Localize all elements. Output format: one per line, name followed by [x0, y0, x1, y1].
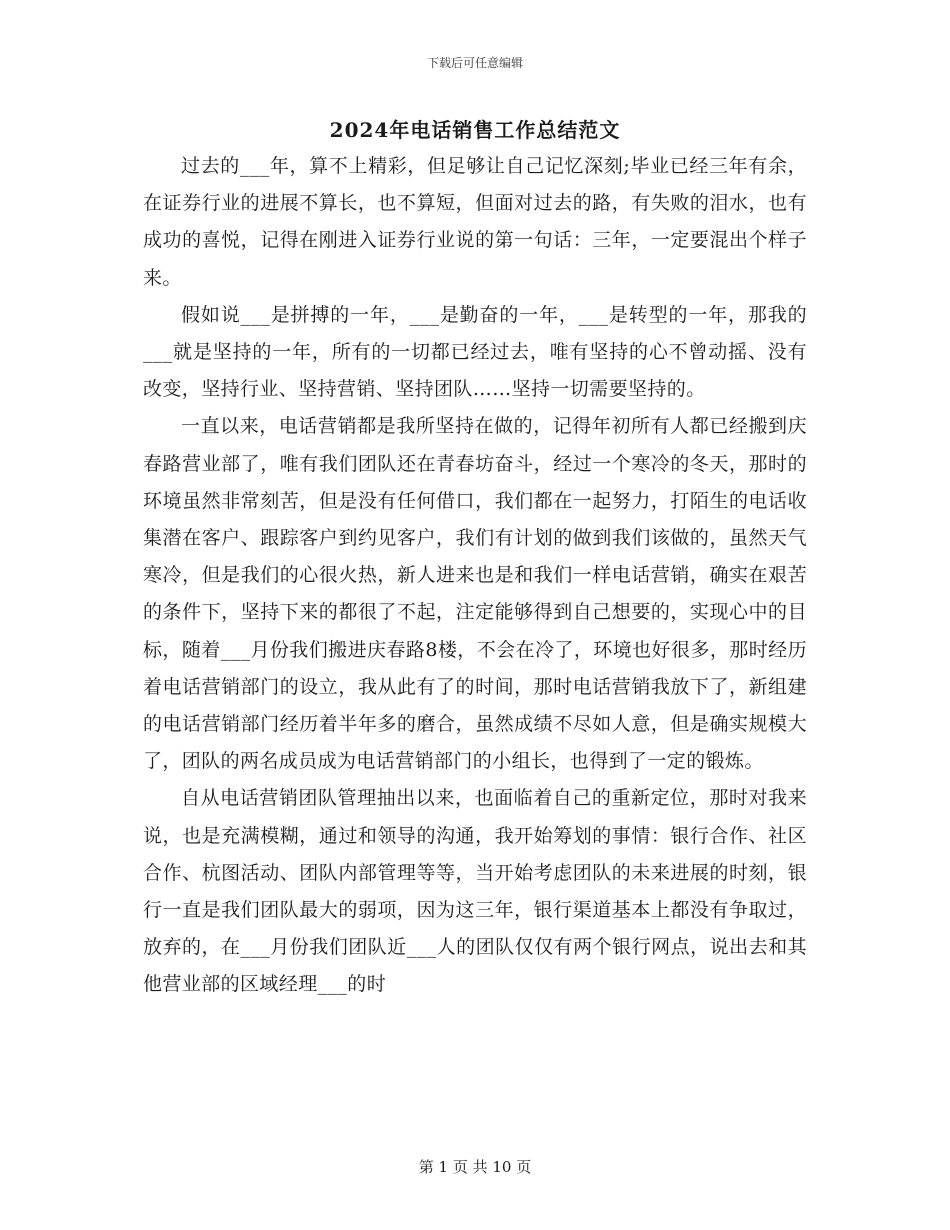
document-title: 2024年电话销售工作总结范文: [329, 118, 621, 142]
header-note: 下载后可任意编辑: [426, 56, 523, 70]
paragraph-2: 假如说___是拼搏的一年，___是勤奋的一年，___是转型的一年，那我的___就是坚持的一年，所有的一切都已经过去，唯有坚持的心不曾动摇、没有改变，坚持行业、坚持营销、坚持团队……坚持一切需要坚持的。: [143, 303, 807, 401]
paragraph-1: 过去的___年，算不上精彩，但足够让自己记忆深刻;毕业已经三年有余，在证券行业的进展不算长，也不算短，但面对过去的路，有失败的泪水，也有成功的喜悦，记得在刚进入证券行业说的第一句话：三年，一定要混出个样子来。: [143, 155, 807, 289]
paragraph-3: 一直以来，电话营销都是我所坚持在做的，记得年初所有人都已经搬到庆春路营业部了，唯有我们团队还在青春坊奋斗，经过一个寒冷的冬天，那时的环境虽然非常刻苦，但是没有任何借口，我们都在一起努力，打陌生的电话收集潜在客户、跟踪客户到约见客户，我们有计划的做到我们该做的，虽然天气寒冷，但是我们的心很火热，新人进来也是和我们一样电话营销，确实在艰苦的条件下，坚持下来的都很了不起，注定能够得到自己想要的，实现心中的目标，随着___月份我们搬进庆春路8楼，不会在冷了，环境也好很多，那时经历着电话营销部门的设立，我从此有了的时间，那时电话营销我放下了，新组建的电话营销部门经历着半年多的磨合，虽然成绩不尽如人意，但是确实规模大了，团队的两名成员成为电话营销部门的小组长，也得到了一定的锻炼。: [143, 415, 807, 773]
page-number-footer: 第 1 页 共 10 页: [418, 1158, 532, 1176]
document-body: [143, 148, 807, 1004]
paragraph-4: 自从电话营销团队管理抽出以来，也面临着自己的重新定位，那时对我来说，也是充满模糊，通过和领导的沟通，我开始筹划的事情：银行合作、社区合作、杭图活动、团队内部管理等等，当开始考虑团队的未来进展的时刻，银行一直是我们团队最大的弱项，因为这三年，银行渠道基本上都没有争取过，放弃的，在___月份我们团队近___人的团队仅仅有两个银行网点，说出去和其他营业部的区域经理___的时: [143, 787, 807, 996]
